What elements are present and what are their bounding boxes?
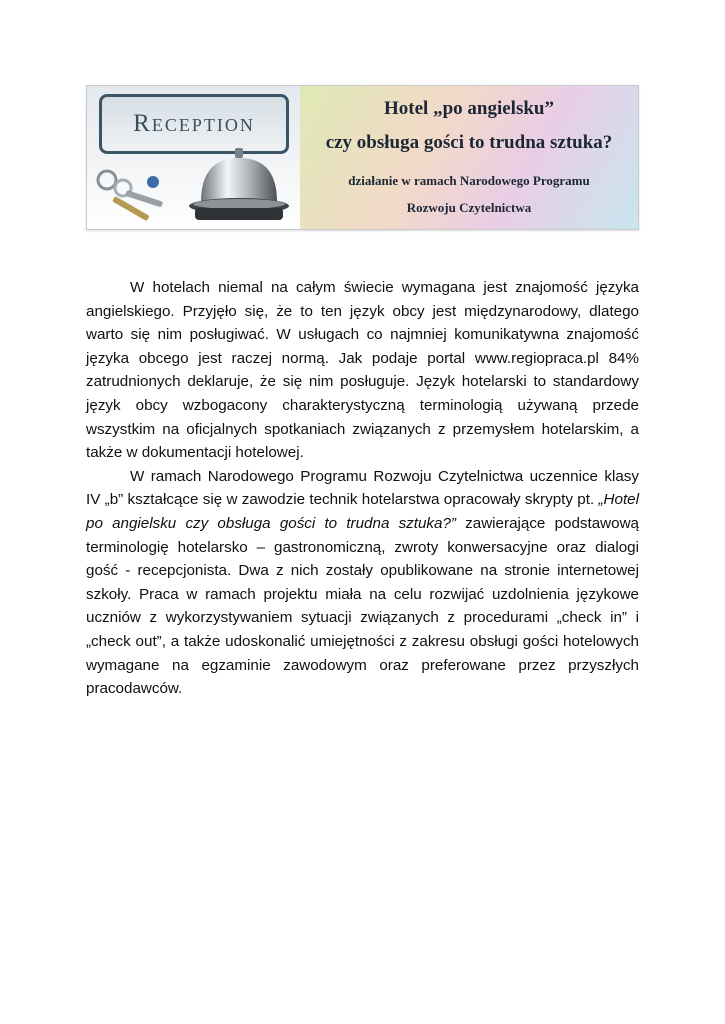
script-title: „Hotel po angielsku czy obsługa gości to trudna sztuka?” [86, 491, 639, 532]
bell-icon [185, 144, 297, 226]
paragraph-2-intro: W ramach Narodowego Programu Rozwoju Czytelnictwa uczennice klasy IV „b” kształcące się w zawodzie technik hotelarstwa opracowały skrypty pt. [86, 467, 639, 509]
paragraph-2 [86, 465, 639, 701]
paragraph-2-rest: zawierające podstawową terminologię hotelarsko – gastronomiczną, zwroty konwersacyjne oraz dialogi gość - recepcjonista. Dwa z nich zostały opublikowane na stronie internetowej szkoły. Praca w ramach projektu miała na celu rozwijać uzdolnienia językowe uczniów z wykorzystywaniem sytuacji związanych z procedurami „check in” i „check out”, a także udoskonalić umiejętności z zakresu obsługi gości hotelowych wymagane na egzaminie zawodowym oraz preferowane przez przyszłych pracodawców. [86, 514, 639, 698]
keys-icon [93, 166, 173, 221]
paragraph-1: W hotelach niemal na całym świecie wymagana jest znajomość języka angielskiego. Przyjęło się, że to ten język obcy jest międzynarodowy, dlatego warto się nim posługiwać. W usługach co najmniej komunikatywna znajomość języka obcego jest raczej normą. Jak podaje portal www.regiopraca.pl 84% zatrudnionych deklaruje, że się nim posługuje. Język hotelarski to standardowy język obcy wzbogacony charakterystyczną terminologią używaną przede wszystkim na oficjalnych spotkaniach związanych z przemysłem hotelarskim, a także w dokumentacji hotelowej. [86, 279, 639, 462]
article-body [86, 276, 639, 701]
banner-photo [87, 86, 300, 229]
banner-caption-line2: Rozwoju Czytelnictwa [406, 200, 532, 215]
banner-subtitle: czy obsługa gości to trudna sztuka? [325, 132, 613, 153]
header-banner [86, 85, 639, 230]
banner-title-panel [300, 86, 638, 229]
banner-caption-line1: działanie w ramach Narodowego Programu [348, 173, 590, 188]
reception-sign-text: Reception [133, 110, 255, 137]
banner-title: Hotel „po angielsku” [384, 98, 554, 119]
